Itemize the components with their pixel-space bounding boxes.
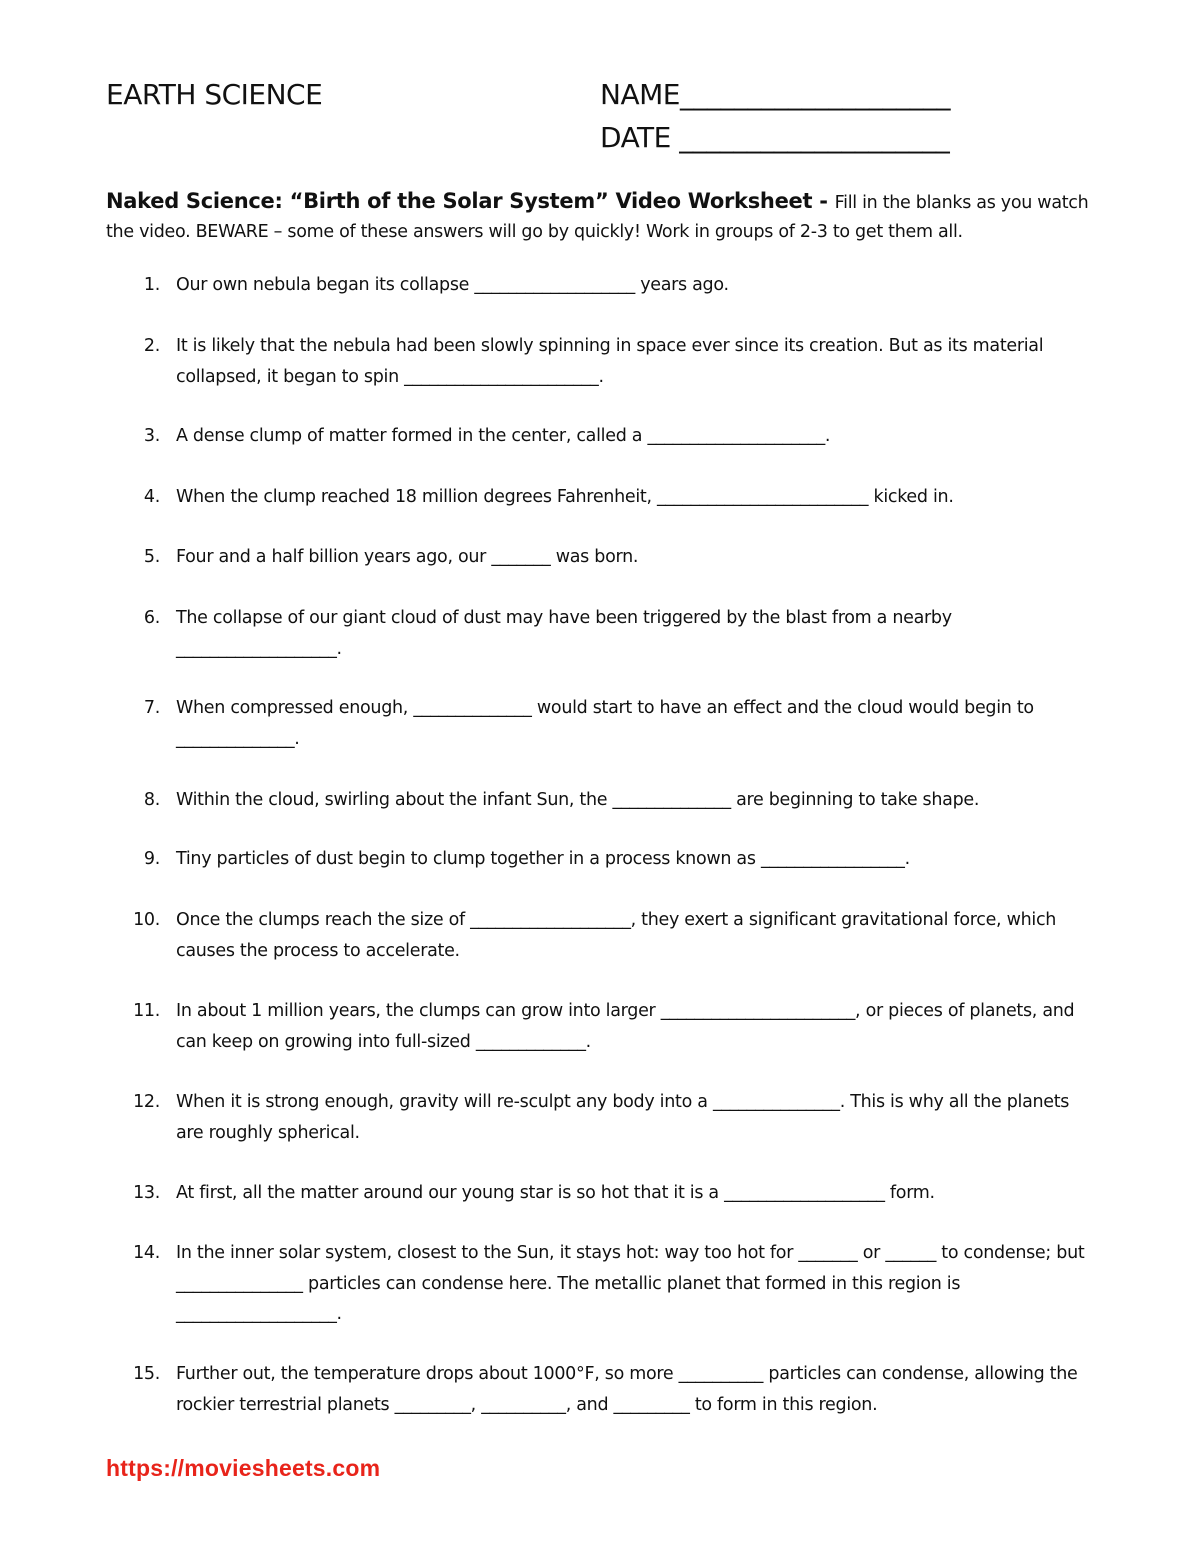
question-number: 4.	[143, 487, 160, 507]
question-text[interactable]: In about 1 million years, the clumps can grow into larger _______________________, or pieces of planets, and can keep on growing into full-sized _____________.	[176, 1001, 1075, 1052]
question-text[interactable]: A dense clump of matter formed in the center, called a _____________________.	[176, 426, 831, 446]
question-number: 13.	[133, 1183, 160, 1203]
question-number: 8.	[143, 790, 160, 810]
question-number: 12.	[133, 1092, 160, 1112]
question-text[interactable]: When compressed enough, ______________ would start to have an effect and the cloud would begin to ______________.	[176, 698, 1034, 749]
question-text[interactable]: At first, all the matter around our young star is so hot that it is a ___________________ form.	[176, 1183, 935, 1203]
question-text[interactable]: When the clump reached 18 million degrees Fahrenheit, _________________________ kicked in.	[176, 487, 954, 507]
date-field-line[interactable]: DATE ____________________	[600, 121, 950, 154]
question-number: 6.	[143, 608, 160, 628]
worksheet-title: Naked Science: “Birth of the Solar System” Video Worksheet -	[106, 189, 835, 213]
question-text[interactable]: The collapse of our giant cloud of dust may have been triggered by the blast from a nearby ___________________.	[176, 608, 952, 659]
question-text[interactable]: Within the cloud, swirling about the infant Sun, the ______________ are beginning to take shape.	[176, 790, 980, 810]
question-number: 9.	[143, 849, 160, 869]
question-number: 14.	[133, 1243, 160, 1263]
question-number: 1.	[143, 275, 160, 295]
question-text[interactable]: Once the clumps reach the size of ___________________, they exert a significant gravitational force, which causes the process to accelerate.	[176, 910, 1057, 961]
question-text[interactable]: When it is strong enough, gravity will re-sculpt any body into a _______________. This is why all the planets are roughly spherical.	[176, 1092, 1070, 1143]
name-field-line[interactable]: NAME____________________	[600, 78, 950, 111]
question-text[interactable]: Tiny particles of dust begin to clump together in a process known as _________________.	[176, 849, 910, 869]
question-number: 10.	[133, 910, 160, 930]
question-number: 3.	[143, 426, 160, 446]
question-number: 11.	[133, 1001, 160, 1021]
question-text[interactable]: Further out, the temperature drops about 1000°F, so more __________ particles can condense, allowing the rockier terrestrial planets _________, __________, and _________ to form in this region.	[176, 1364, 1078, 1415]
question-number: 15.	[133, 1364, 160, 1384]
question-number: 5.	[143, 547, 160, 567]
worksheet-instructions: Fill in the blanks as you watch the video. BEWARE – some of these answers will go by quickly! Work in groups of 2-3 to get them all.	[106, 193, 1089, 242]
subject-heading: EARTH SCIENCE	[106, 78, 323, 111]
question-text[interactable]: Four and a half billion years ago, our _______ was born.	[176, 547, 639, 567]
source-link[interactable]: https://moviesheets.com	[106, 1455, 381, 1481]
question-text[interactable]: Our own nebula began its collapse ___________________ years ago.	[176, 275, 729, 295]
question-text[interactable]: It is likely that the nebula had been slowly spinning in space ever since its creation. But as its material collapsed, it began to spin _______________________.	[176, 336, 1044, 387]
question-number: 2.	[143, 336, 160, 356]
question-text[interactable]: In the inner solar system, closest to the Sun, it stays hot: way too hot for _______ or ______ to condense; but _______________ particles can condense here. The metallic planet that formed in this region is ___________________.	[176, 1243, 1085, 1324]
question-number: 7.	[143, 698, 160, 718]
